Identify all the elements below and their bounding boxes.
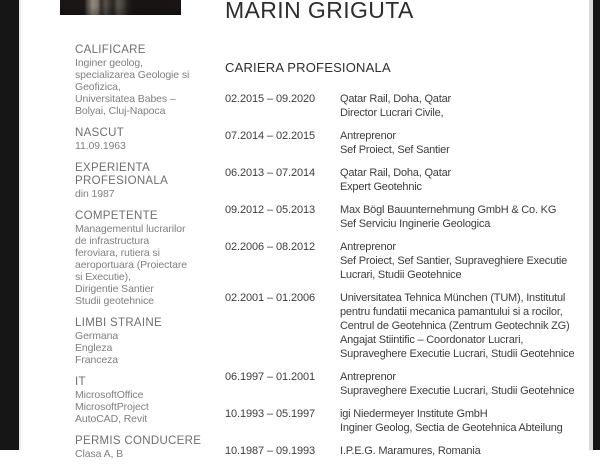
- career-entry-description: [340, 370, 585, 398]
- sidebar-section-calificare: [75, 44, 225, 117]
- sidebar-text-line: Studii geotehnice: [75, 295, 154, 307]
- career-entry-text-line: Antreprenor: [340, 241, 396, 253]
- sidebar-text-line: Dirigentie Santier: [75, 283, 154, 295]
- career-entry-description: [340, 166, 585, 194]
- career-entry-period: 06.1997 – 01.2001: [225, 371, 316, 383]
- career-entry-text-line: Universitatea Tehnica München (TUM), Institutul: [340, 292, 566, 304]
- career-entry: [225, 370, 585, 398]
- career-entry-period: 02.2006 – 08.2012: [225, 241, 316, 253]
- page-title: MARIN GRIGUTA: [225, 0, 414, 23]
- career-entry-text-line: pentru fundatii mecanica pamantului si a rocilor,: [340, 306, 563, 318]
- career-entry-period: 02.2015 – 09.2020: [225, 93, 316, 105]
- sidebar-section-heading: NASCUT: [75, 127, 125, 139]
- career-section-heading: CARIERA PROFESIONALA: [225, 60, 391, 75]
- sidebar-text-line: Inginer geolog,: [75, 57, 143, 69]
- sidebar-text-line: Universitatea Babes –: [75, 93, 176, 105]
- career-entry-period: 06.2013 – 07.2014: [225, 167, 316, 179]
- main-column: [225, 24, 585, 467]
- sidebar-text-line: 11.09.1963: [75, 140, 126, 152]
- career-entry-text-line: Lucrari, Studii Geotehnice: [340, 269, 462, 281]
- career-entry-text-line: Inginer Geolog, Sectia de Geotehnica Abteilung: [340, 422, 563, 434]
- career-entry: [225, 240, 585, 282]
- career-entry-text-line: I.P.E.G. Maramures, Romania: [340, 445, 481, 457]
- career-entry: [225, 444, 585, 458]
- sidebar-section-competente: [75, 210, 225, 307]
- sidebar-section-heading: IT: [75, 376, 86, 388]
- sidebar-text-line: aeroportuara (Proiectare: [75, 259, 187, 271]
- career-entry-text-line: Expert Geotehnic: [340, 181, 422, 193]
- career-entry-description: [340, 92, 585, 120]
- sidebar-text-line: din 1987: [75, 188, 115, 200]
- sidebar-text-line: AutoCAD, Revit: [75, 413, 148, 425]
- right-black-edge-bar: [593, 0, 600, 450]
- sidebar-text-line: de infrastructura: [75, 235, 150, 247]
- sidebar-section-limbi-straine: [75, 317, 225, 366]
- left-black-edge-bar: [0, 0, 21, 450]
- career-entry-period: 07.2014 – 02.2015: [225, 130, 316, 142]
- sidebar-text-line: Geofizica,: [75, 81, 121, 93]
- career-entry: [225, 166, 585, 194]
- career-entry-text-line: Supraveghere Executie Lucrari, Studii Geotehnice: [340, 385, 575, 397]
- sidebar-text-line: si Executie),: [75, 271, 131, 283]
- career-entry-text-line: Antreprenor: [340, 130, 396, 142]
- sidebar-section-experienta-profesionala: [75, 162, 225, 200]
- sidebar-section-heading: PERMIS CONDUCERE: [75, 435, 202, 447]
- career-entry: [225, 407, 585, 435]
- sidebar-section-heading: COMPETENTE: [75, 210, 158, 222]
- sidebar-section-it: [75, 376, 225, 425]
- career-entry-text-line: Sef Proiect, Sef Santier, Supraveghiere Executie: [340, 255, 568, 267]
- career-entry: [225, 92, 585, 120]
- sidebar-text-line: MicrosoftProject: [75, 401, 149, 413]
- career-entry-description: [340, 240, 585, 282]
- sidebar-text-line: Managementul lucrarilor: [75, 223, 186, 235]
- sidebar-section-heading: EXPERIENTA PROFESIONALA: [75, 162, 169, 187]
- career-entry-text-line: Max Bögl Bauunternehmung GmbH & Co. KG: [340, 204, 557, 216]
- sidebar-text-line: Clasa A, B: [75, 448, 124, 460]
- career-entry-text-line: Sef Serviciu Inginerie Geologica: [340, 218, 491, 230]
- sidebar-text-line: feroviara, rutiera si: [75, 247, 160, 259]
- sidebar-section-permis-conducere: [75, 435, 225, 460]
- career-entry: [225, 291, 585, 361]
- sidebar-text-line: Engleza: [75, 342, 113, 354]
- career-entry-description: [340, 407, 585, 435]
- sidebar-section-heading: CALIFICARE: [75, 44, 146, 56]
- career-entry-period: 02.2001 – 01.2006: [225, 292, 316, 304]
- career-entry-text-line: Qatar Rail, Doha, Qatar: [340, 167, 451, 179]
- career-entry-text-line: Antreprenor: [340, 371, 396, 383]
- career-entry-description: [340, 444, 585, 458]
- career-entry-text-line: igi Niedermeyer Institute GmbH: [340, 408, 488, 420]
- career-entry: [225, 203, 585, 231]
- sidebar: [75, 44, 225, 470]
- sidebar-section-nascut: [75, 127, 225, 152]
- portrait-photo: [60, 0, 181, 15]
- sidebar-section-heading: LIMBI STRAINE: [75, 317, 162, 329]
- career-entry-text-line: Sef Proiect, Sef Santier: [340, 144, 450, 156]
- career-entry-period: 10.1993 – 05.1997: [225, 408, 316, 420]
- career-entry-text-line: Supraveghere Executie Lucrari, Studii Geotehnice: [340, 348, 575, 360]
- career-entry-description: [340, 129, 585, 157]
- career-entry-text-line: Centrul de Geotehnica (Zentrum Geotechnik ZG): [340, 320, 570, 332]
- career-entry-text-line: Angajat Stiintific – Coordonator Lucrari,: [340, 334, 524, 346]
- sidebar-text-line: Bolyai, Cluj-Napoca: [75, 105, 166, 117]
- career-entry-description: [340, 291, 585, 361]
- career-entry-text-line: Director Lucrari Civile,: [340, 107, 444, 119]
- career-entry-description: [340, 203, 585, 231]
- career-entry-text-line: Qatar Rail, Doha, Qatar: [340, 93, 451, 105]
- career-entry-period: 10.1987 – 09.1993: [225, 445, 316, 457]
- sidebar-text-line: Franceza: [75, 354, 118, 366]
- career-entry: [225, 129, 585, 157]
- sidebar-text-line: Germana: [75, 330, 119, 342]
- career-entries-list: [225, 92, 585, 458]
- sidebar-text-line: specializarea Geologie si: [75, 69, 190, 81]
- career-entry-period: 09.2012 – 05.2013: [225, 204, 316, 216]
- sidebar-text-line: MicrosoftOffice: [75, 389, 144, 401]
